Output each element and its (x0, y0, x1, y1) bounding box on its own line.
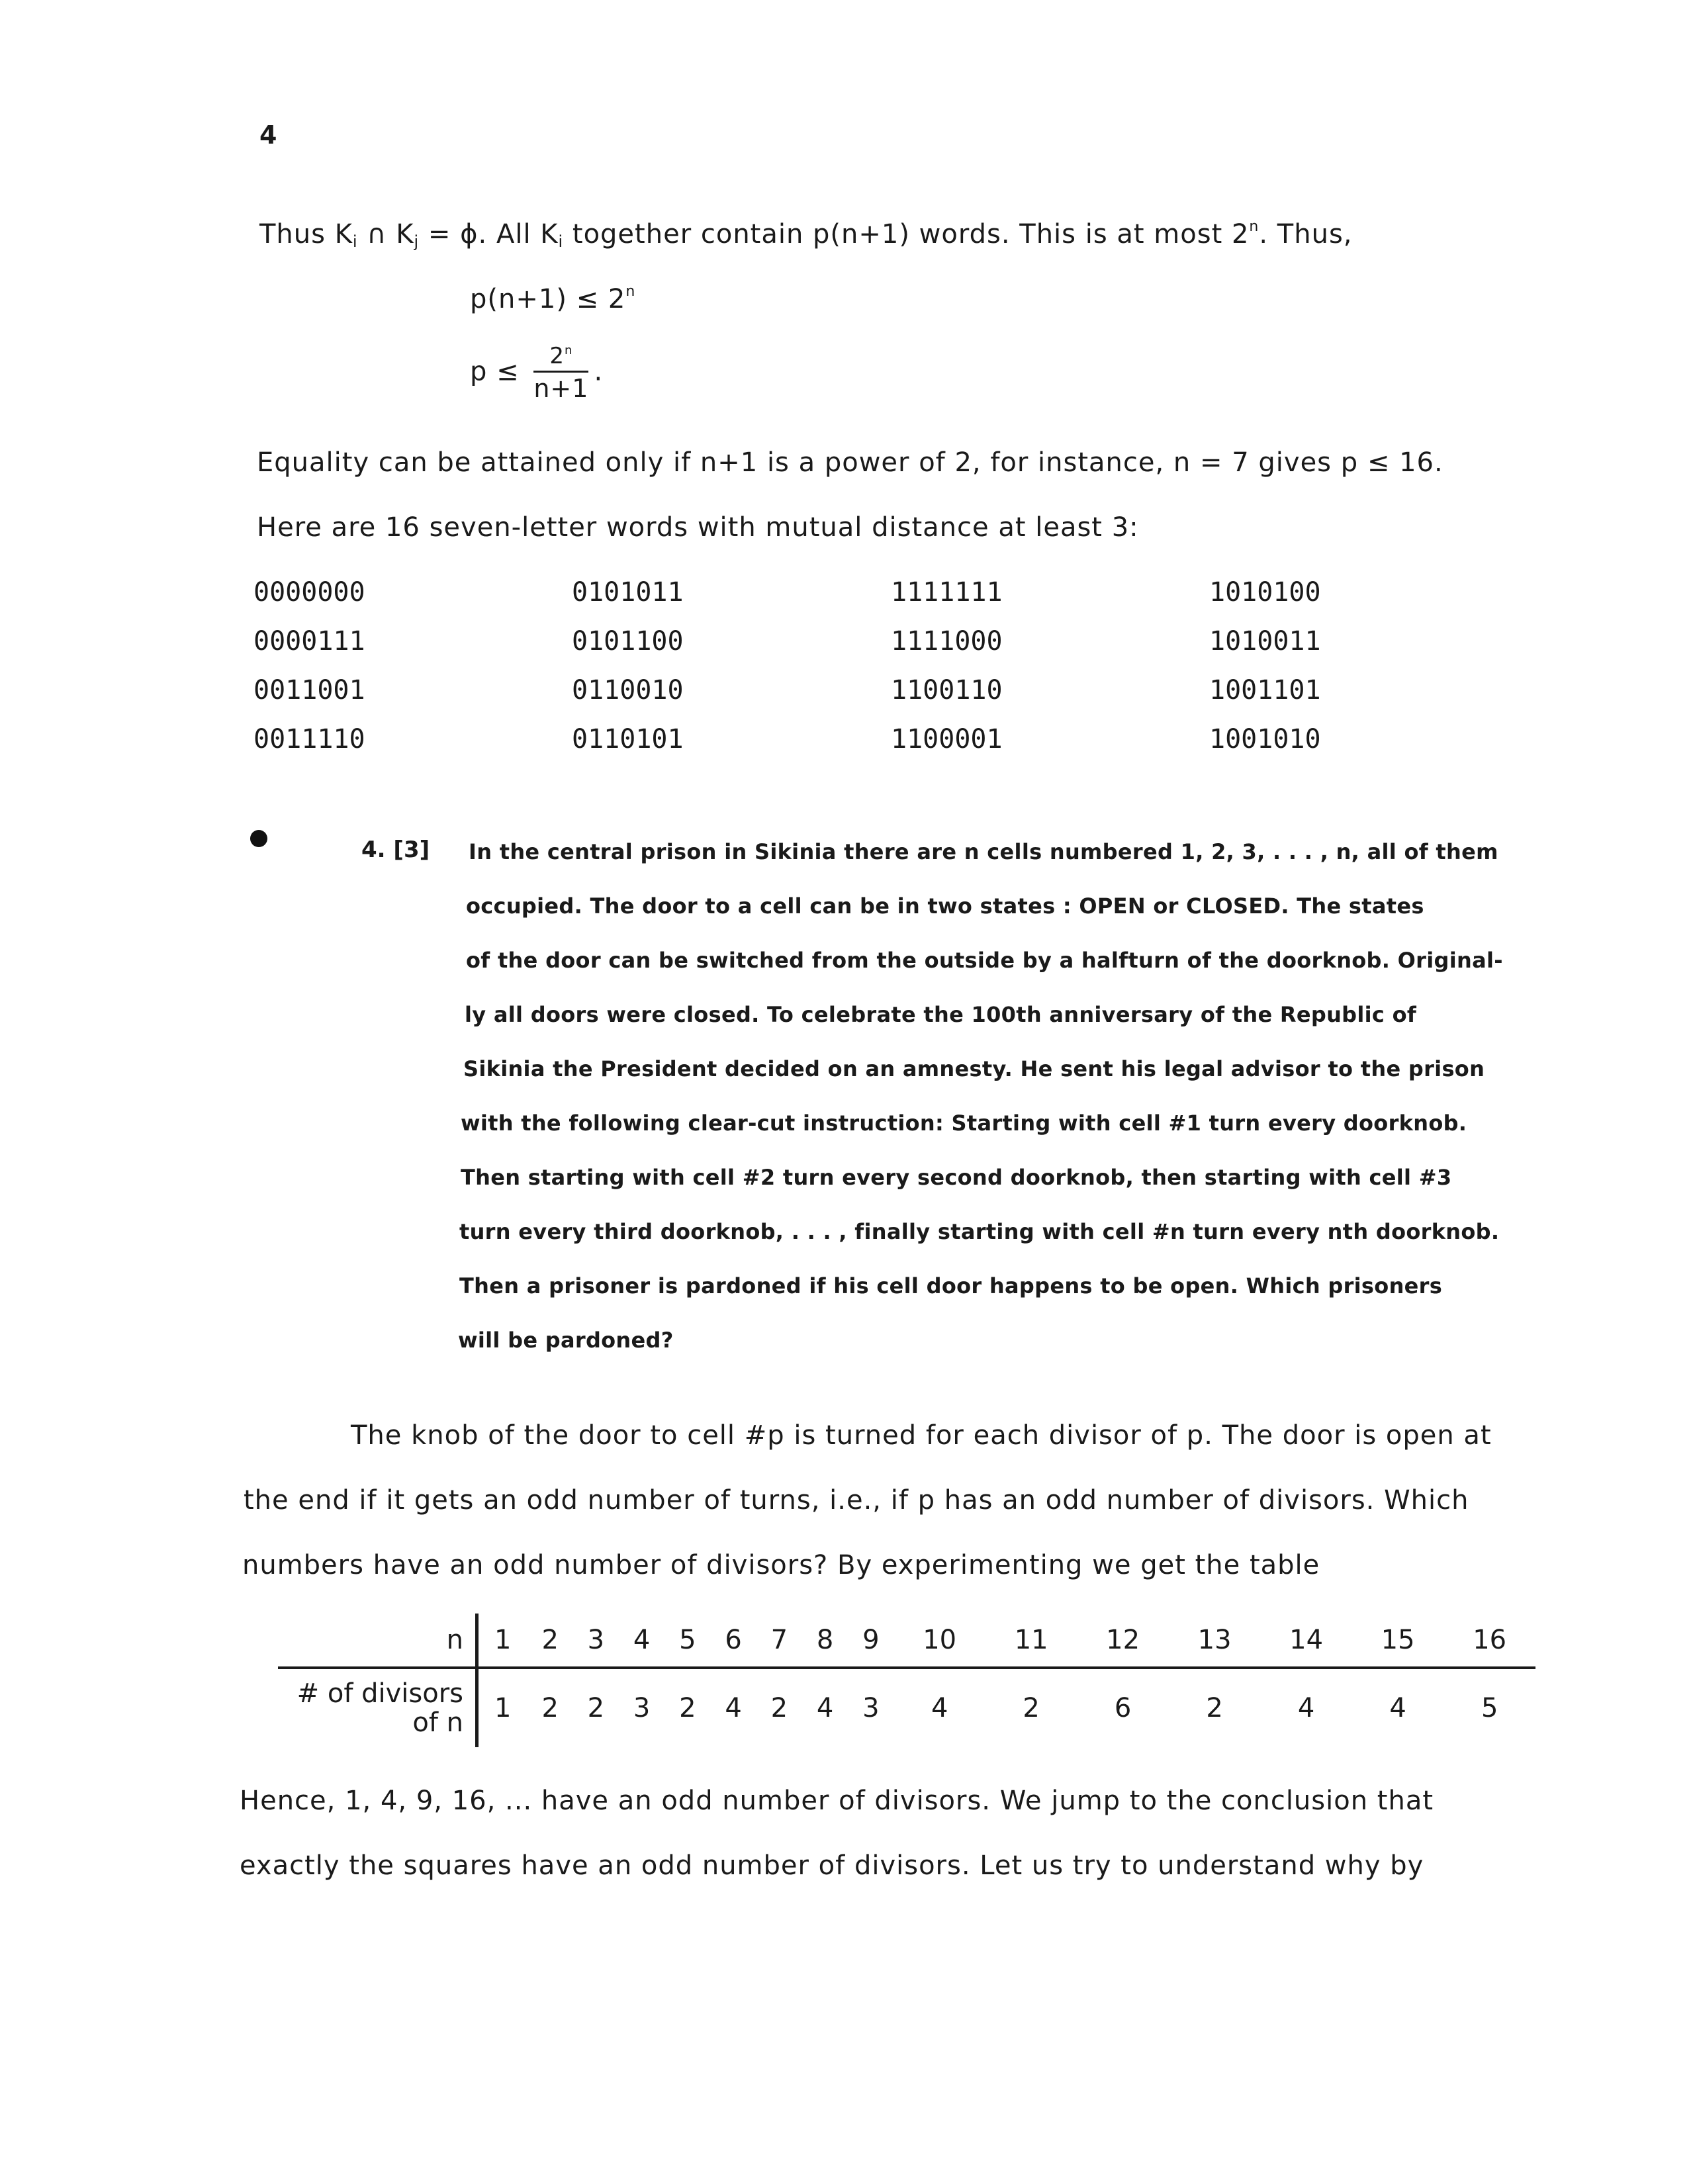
table-cell: 7 (756, 1614, 802, 1668)
divisor-table (278, 1614, 1535, 1747)
paragraph-intersection: Thus $K_i$ ∩ $K_j = \phi$. All $K_i$ together contain p(n+1) words. This is at most 2$^n$. Thus, (259, 218, 1353, 251)
code-word: 0011110 (253, 724, 365, 754)
table-cell: 16 (1443, 1614, 1535, 1668)
problem-line: will be pardoned? (458, 1328, 674, 1353)
problem-line: with the following clear-cut instruction: Starting with cell #1 turn every doorknob. (461, 1111, 1467, 1136)
code-word: 1111111 (891, 577, 1003, 608)
code-word: 1010100 (1209, 577, 1321, 608)
table-cell: 11 (985, 1614, 1077, 1668)
table-cell: 6 (1114, 1693, 1132, 1723)
code-word: 1100110 (891, 675, 1003, 705)
table-cell: 4 (931, 1693, 948, 1723)
table-cell: 1 (477, 1614, 527, 1668)
code-word: 1001010 (1209, 724, 1321, 754)
table-cell: 3 (862, 1693, 880, 1723)
bullet-dot (250, 830, 267, 847)
table-cell: 3 (633, 1693, 651, 1723)
paragraph-solution-line: the end if it gets an odd number of turns, i.e., if p has an odd number of divisors. Which (244, 1485, 1469, 1516)
code-word: 0000000 (253, 577, 365, 608)
inequality-2: p ≤ $\frac{2^n}{n+1}$ . (470, 343, 604, 403)
table-cell: 2 (679, 1693, 696, 1723)
paragraph-solution-line: numbers have an odd number of divisors? By experimenting we get the table (242, 1550, 1320, 1580)
problem-line: Then a prisoner is pardoned if his cell door happens to be open. Which prisoners (459, 1273, 1443, 1298)
paragraph-conclusion-line: exactly the squares have an odd number of divisors. Let us try to understand why by (240, 1850, 1424, 1881)
table-cell: 9 (848, 1614, 893, 1668)
table-cell: 2 (527, 1614, 573, 1668)
table-cell: 13 (1169, 1614, 1260, 1668)
code-word: 0110010 (572, 675, 684, 705)
table-row-label: n (278, 1614, 477, 1668)
table-cell: 4 (619, 1614, 664, 1668)
table-cell: 8 (802, 1614, 848, 1668)
paragraph-conclusion-line: Hence, 1, 4, 9, 16, ... have an odd number of divisors. We jump to the conclusion that (240, 1786, 1434, 1816)
inequality-1: $p(n+1) \le 2^n$ (470, 283, 636, 314)
table-cell: 2 (541, 1693, 559, 1723)
paragraph-equality: Equality can be attained only if n+1 is a power of 2, for instance, n = 7 gives p ≤ 16. (257, 447, 1443, 478)
problem-label: 4. [3] (361, 837, 430, 863)
table-cell: 12 (1077, 1614, 1168, 1668)
code-word: 0011001 (253, 675, 365, 705)
code-word: 0101100 (572, 626, 684, 657)
code-word: 0110101 (572, 724, 684, 754)
page-number: 4 (259, 120, 277, 150)
problem-line: Sikinia the President decided on an amnesty. He sent his legal advisor to the prison (463, 1056, 1485, 1081)
table-row-divisors (278, 1668, 1535, 1747)
table-cell: 2 (1206, 1693, 1223, 1723)
problem-line: occupied. The door to a cell can be in two states : OPEN or CLOSED. The states (466, 893, 1424, 919)
table-cell: 1 (494, 1693, 512, 1723)
table-cell: 2 (1023, 1693, 1040, 1723)
paragraph-words-intro: Here are 16 seven-letter words with mutual distance at least 3: (257, 512, 1139, 543)
problem-line: of the door can be switched from the outside by a halfturn of the doorknob. Original- (466, 948, 1503, 973)
problem-line: Then starting with cell #2 turn every second doorknob, then starting with cell #3 (461, 1165, 1452, 1190)
table-cell: 3 (573, 1614, 619, 1668)
table-cell: 4 (725, 1693, 742, 1723)
table-cell: 4 (816, 1693, 834, 1723)
table-cell: 10 (893, 1614, 985, 1668)
paragraph-solution-line: The knob of the door to cell #p is turned for each divisor of p. The door is open at (351, 1420, 1492, 1451)
table-cell: 5 (1481, 1693, 1498, 1723)
code-word: 1010011 (1209, 626, 1321, 657)
code-word: 1001101 (1209, 675, 1321, 705)
table-cell: 2 (587, 1693, 605, 1723)
table-cell: 4 (1297, 1693, 1315, 1723)
table-cell: 4 (1389, 1693, 1406, 1723)
fraction: $\frac{2^n}{n+1}$ (533, 343, 589, 403)
problem-line: ly all doors were closed. To celebrate the 100th anniversary of the Republic of (465, 1002, 1417, 1027)
table-row-label: # of divisors of n (278, 1668, 477, 1747)
table-cell: 6 (710, 1614, 756, 1668)
problem-line: turn every third doorknob, . . . , finally starting with cell #n turn every nth doorknob. (459, 1219, 1500, 1244)
code-word: 0000111 (253, 626, 365, 657)
table-row-n (278, 1614, 1535, 1668)
code-word: 1111000 (891, 626, 1003, 657)
table-cell: 2 (770, 1693, 788, 1723)
code-word: 1100001 (891, 724, 1003, 754)
table-cell: 15 (1352, 1614, 1443, 1668)
code-word: 0101011 (572, 577, 684, 608)
table-cell: 14 (1260, 1614, 1351, 1668)
problem-line: In the central prison in Sikinia there are n cells numbered 1, 2, 3, . . . , n, all of them (469, 839, 1498, 864)
table-cell: 5 (664, 1614, 710, 1668)
